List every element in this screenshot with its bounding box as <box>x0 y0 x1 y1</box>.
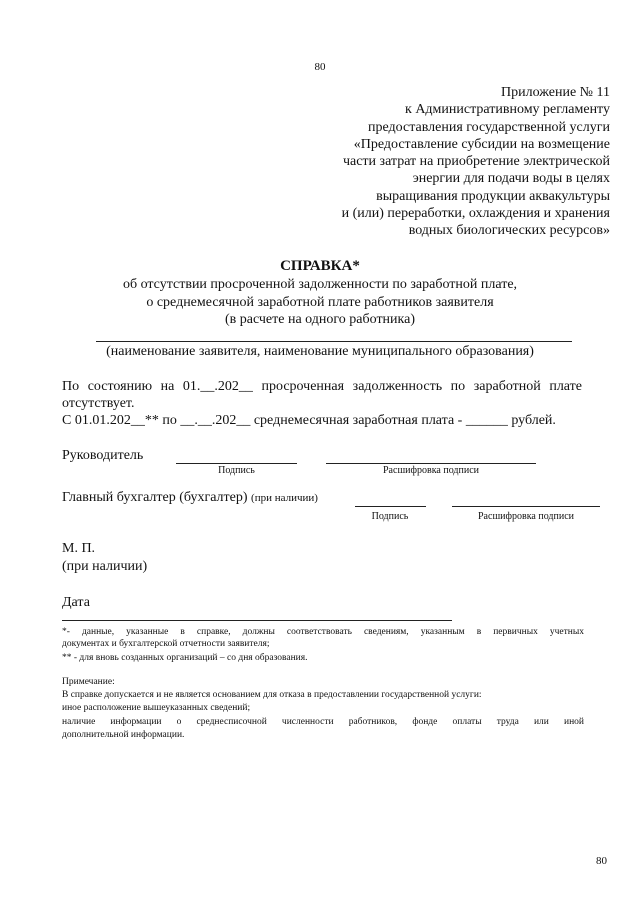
accountant-decode-caption: Расшифровка подписи <box>478 511 574 522</box>
statement-line: отсутствует. <box>62 396 135 411</box>
appendix-line: энергии для подачи воды в целях <box>412 171 610 187</box>
note-line: иное расположение вышеуказанных сведений; <box>62 703 251 713</box>
subtitle-line: (в расчете на одного работника) <box>224 312 416 327</box>
appendix-line: Приложение № 11 <box>501 85 610 100</box>
appendix-line: части затрат на приобретение электрической <box>342 154 610 170</box>
footnote-1: *- данные, указанные в справке, должны соответствовать сведениям, указанным в первичных учетных <box>62 627 584 637</box>
appendix-line: к Административному регламенту <box>405 102 610 118</box>
accountant-label <box>62 490 318 506</box>
accountant-note: (при наличии) <box>251 492 318 504</box>
statement-line: По состоянию на 01.__.202__ просроченная задолженность по заработной плате <box>62 379 582 394</box>
head-decode-caption: Расшифровка подписи <box>383 465 479 476</box>
note-line: В справке допускается и не является основанием для отказа в предоставлении государственной услуги: <box>62 690 482 700</box>
applicant-caption: (наименование заявителя, наименование муниципального образования) <box>106 344 534 359</box>
accountant-sign-caption: Подпись <box>371 511 409 522</box>
head-sign-caption: Подпись <box>218 465 255 476</box>
footnote-2: ** - для вновь созданных организаций – со дня образования. <box>62 653 308 663</box>
subtitle-line: о среднемесячной заработной плате работников заявителя <box>146 294 494 310</box>
applicant-name-line <box>96 341 572 342</box>
appendix-header <box>300 84 610 240</box>
page-number-bottom: 80 <box>596 855 607 867</box>
note-heading: Примечание: <box>62 677 115 687</box>
date-label: Дата <box>62 595 90 610</box>
document-title: СПРАВКА* <box>280 258 360 274</box>
footnote-1-cont: документах и бухгалтерской отчетности заявителя; <box>62 639 270 649</box>
subtitle-line: об отсутствии просроченной задолженности по заработной плате, <box>122 277 518 292</box>
appendix-line: и (или) переработки, охлаждения и хранения <box>341 206 610 222</box>
footnote-separator <box>62 620 452 621</box>
appendix-line: «Предоставление субсидии на возмещение <box>353 136 610 152</box>
note-line: наличие информации о среднесписочной численности работников, фонде оплаты труда или иной <box>62 717 584 727</box>
stamp-label: М. П. <box>62 541 96 556</box>
appendix-line: водных биологических ресурсов» <box>408 223 610 239</box>
page-number-top: 80 <box>314 61 326 73</box>
document-subtitle <box>0 276 640 329</box>
appendix-line: выращивания продукции аквакультуры <box>376 188 610 204</box>
stamp-note: (при наличии) <box>62 559 148 574</box>
head-decode-line <box>326 463 536 464</box>
accountant-title: Главный бухгалтер (бухгалтер) <box>62 490 248 505</box>
head-label: Руководитель <box>62 448 144 463</box>
accountant-decode-line <box>452 506 600 507</box>
note-line: дополнительной информации. <box>62 730 185 740</box>
appendix-line: предоставления государственной услуги <box>368 119 610 135</box>
accountant-signature-line <box>355 506 426 507</box>
head-signature-line <box>176 463 297 464</box>
statement-line: С 01.01.202__** по __.__.202__ среднемесячная заработная плата - ______ рублей. <box>62 413 556 428</box>
